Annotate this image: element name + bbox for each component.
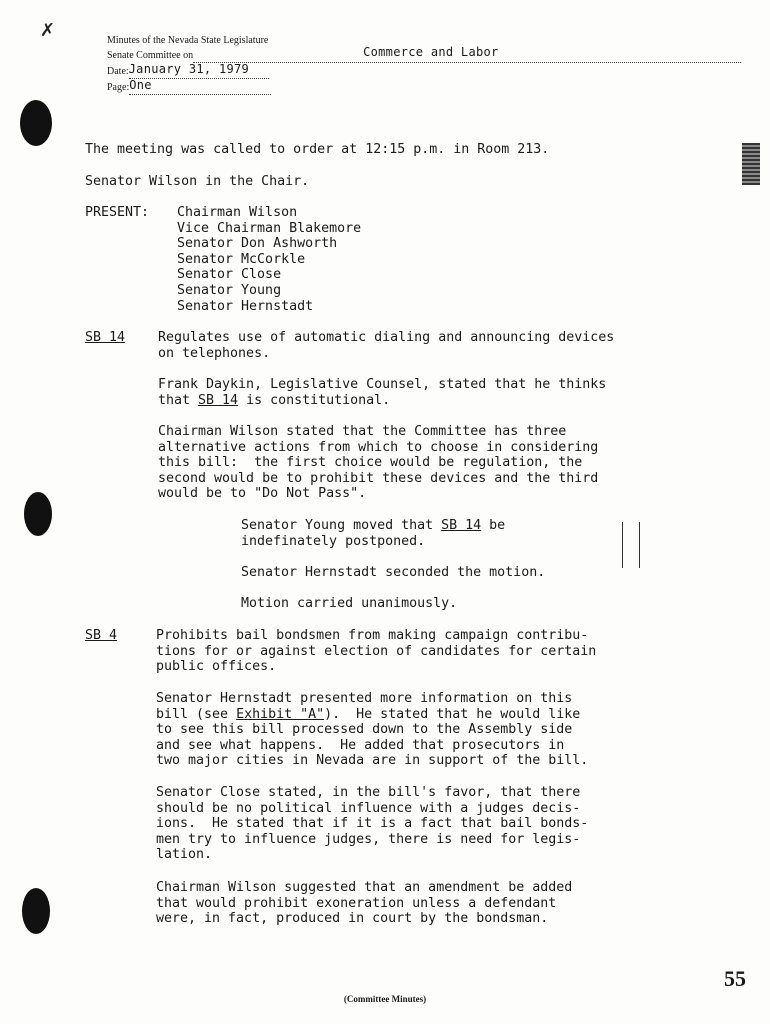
present-label: PRESENT:: [85, 205, 150, 220]
bill-label-sb4: SB 4: [85, 628, 118, 643]
minutes-org-line: Minutes of the Nevada State Legislature: [107, 35, 269, 46]
footer-label: (Committee Minutes): [343, 994, 427, 1004]
bill-title-line: on telephones.: [158, 345, 271, 361]
page-word: One: [129, 78, 152, 92]
paragraph-line: would be to "Do Not Pass".: [158, 486, 367, 502]
paragraph-line: should be no political influence with a judges decis-: [156, 800, 581, 816]
bill-label-sb14: SB 14: [85, 330, 126, 345]
bill-title-line: Regulates use of automatic dialing and announcing devices: [158, 330, 615, 345]
seconded-line: Senator Hernstadt seconded the motion.: [241, 565, 546, 580]
exhibit-reference: Exhibit "A": [236, 706, 325, 722]
paragraph-line: Senator Close stated, in the bill's favor, that there: [156, 785, 581, 800]
paragraph-line: Senator Hernstadt presented more information on this: [156, 691, 573, 706]
paragraph-line: were, in fact, produced in court by the bondsman.: [156, 911, 549, 927]
paragraph-line: Chairman Wilson suggested that an amendment be added: [156, 880, 573, 895]
carried-line: Motion carried unanimously.: [241, 596, 458, 611]
date-label: Date:: [107, 66, 129, 77]
paragraph-line: Frank Daykin, Legislative Counsel, stated that he thinks: [158, 377, 607, 392]
present-member: Vice Chairman Blakemore: [177, 220, 362, 236]
bill-title-line: public offices.: [156, 659, 277, 675]
paragraph-line: men try to influence judges, there is need for legis-: [156, 831, 581, 847]
bill-title-line: Prohibits bail bondsmen from making campaign contribu-: [156, 628, 589, 643]
paragraph-line: ions. He stated that if it is a fact that bail bonds-: [156, 816, 589, 832]
present-member: Senator Don Ashworth: [177, 236, 338, 252]
paragraph-line: and see what happens. He added that prosecutors in: [156, 737, 565, 753]
committee-name: Commerce and Labor: [363, 45, 499, 59]
paragraph-line: that would prohibit exoneration unless a defendant: [156, 895, 557, 911]
committee-label: Senate Committee on: [107, 50, 194, 61]
bill-title-line: tions for or against election of candidates for certain: [156, 643, 597, 659]
punch-hole-bottom: [22, 888, 50, 934]
date-line: [107, 64, 269, 79]
meeting-date: January 31, 1979: [128, 62, 250, 76]
present-member: Senator McCorkle: [177, 251, 306, 267]
paragraph-line: this bill: the first choice would be regulation, the: [158, 455, 583, 471]
paragraph-line: that SB 14 is constitutional.: [158, 392, 391, 408]
bill-reference: SB 14: [198, 392, 239, 408]
present-member: Senator Young: [177, 283, 282, 298]
page-label: Page:: [107, 82, 130, 93]
present-member: Senator Hernstadt: [177, 298, 314, 314]
paragraph-line: lation.: [156, 847, 213, 863]
present-member: Senator Close: [177, 267, 282, 283]
paragraph-line: second would be to prohibit these devices and the third: [158, 470, 599, 486]
punch-hole-top: [20, 100, 52, 146]
paragraph-line: bill (see Exhibit "A"). He stated that he would like: [156, 706, 581, 722]
corner-mark: ✗: [40, 20, 56, 40]
paragraph-line: alternative actions from which to choose in considering: [158, 439, 599, 455]
page-number: 55: [724, 966, 746, 991]
bill-reference: SB 14: [441, 518, 482, 533]
motion-line: indefinately postponed.: [241, 533, 426, 549]
paragraph-line: two major cities in Nevada are in support of the bill.: [156, 753, 589, 769]
call-to-order: The meeting was called to order at 12:15 p.m. in Room 213.: [85, 142, 550, 157]
punch-hole-middle: [24, 492, 52, 536]
chair-statement: Senator Wilson in the Chair.: [85, 174, 310, 189]
present-member: Chairman Wilson: [177, 205, 298, 220]
motion-line: Senator Young moved that SB 14 be: [241, 518, 506, 533]
paragraph-line: Chairman Wilson stated that the Committee has three: [158, 424, 567, 439]
margin-bracket: [622, 522, 640, 568]
committee-line: [107, 45, 741, 63]
margin-marker: [742, 143, 760, 185]
page-line: [107, 80, 271, 95]
paragraph-line: to see this bill processed down to the Assembly side: [156, 722, 573, 738]
